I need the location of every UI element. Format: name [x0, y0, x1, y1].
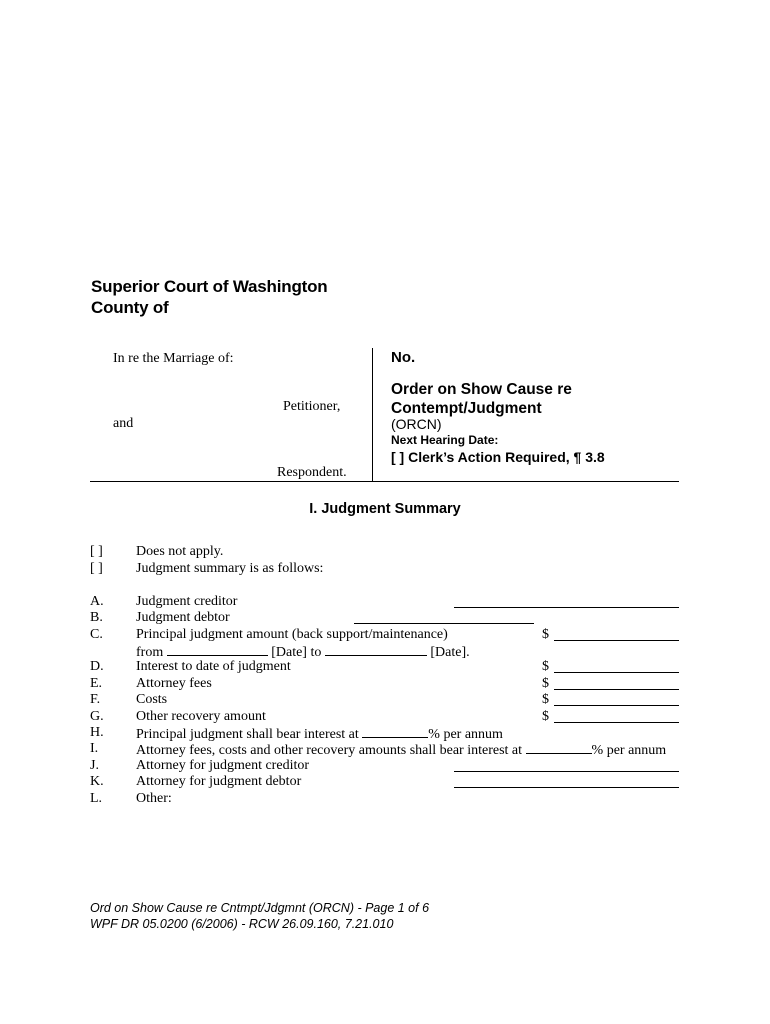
item-f-label: Costs — [136, 692, 168, 707]
item-d-key: D. — [90, 659, 104, 674]
caption-divider — [372, 348, 373, 482]
next-hearing-date-label: Next Hearing Date: — [391, 433, 499, 447]
item-c-key: C. — [90, 627, 103, 642]
item-l-label: Other: — [136, 791, 172, 806]
item-h-suffix: % per annum — [428, 727, 503, 742]
does-not-apply-label: Does not apply. — [136, 544, 224, 559]
judgment-debtor-field[interactable] — [354, 623, 534, 624]
item-g-label: Other recovery amount — [136, 709, 266, 724]
item-b-key: B. — [90, 610, 103, 625]
other-recovery-field[interactable] — [554, 722, 679, 723]
judgment-summary-heading: I. Judgment Summary — [309, 501, 461, 517]
date-to-label: [Date] to — [271, 645, 322, 660]
caption-bottom-rule — [90, 481, 679, 482]
item-j-key: J. — [90, 758, 99, 773]
clerk-action-checkbox[interactable]: [ ] Clerk’s Action Required, ¶ 3.8 — [391, 449, 605, 465]
item-c-dollar: $ — [542, 627, 549, 642]
item-l-key: L. — [90, 791, 103, 806]
item-i-text — [136, 741, 666, 759]
item-f-dollar: $ — [542, 692, 549, 707]
item-d-dollar: $ — [542, 659, 549, 674]
principal-amount-field[interactable] — [554, 640, 679, 641]
item-h-label: Principal judgment shall bear interest at — [136, 727, 359, 742]
item-a-key: A. — [90, 594, 104, 609]
item-e-key: E. — [90, 676, 103, 691]
item-d-label: Interest to date of judgment — [136, 659, 291, 674]
case-number-label: No. — [391, 349, 416, 366]
footer-line1: Ord on Show Cause re Cntmpt/Jdgmnt (ORCN) - Page 1 of 6 — [90, 901, 430, 915]
debtor-attorney-field[interactable] — [454, 787, 679, 788]
document-title — [391, 380, 572, 418]
item-e-label: Attorney fees — [136, 676, 212, 691]
fees-interest-rate-field[interactable] — [526, 741, 592, 754]
item-i-key: I. — [90, 741, 99, 756]
court-title — [91, 276, 327, 318]
item-k-label: Attorney for judgment debtor — [136, 774, 302, 789]
summary-follows-checkbox[interactable]: [ ] — [90, 561, 103, 576]
item-k-key: K. — [90, 774, 104, 789]
court-title-line1: Superior Court of Washington — [91, 277, 328, 296]
item-i-suffix: % per annum — [591, 743, 667, 758]
to-date-field[interactable] — [325, 643, 427, 656]
item-c-label: Principal judgment amount (back support/maintenance) — [136, 627, 448, 642]
item-e-dollar: $ — [542, 676, 549, 691]
item-g-key: G. — [90, 709, 104, 724]
section-heading — [0, 501, 770, 517]
interest-field[interactable] — [554, 672, 679, 673]
item-f-key: F. — [90, 692, 101, 707]
item-a-label: Judgment creditor — [136, 594, 238, 609]
document-title-line2: Contempt/Judgment — [391, 400, 542, 417]
footer-line2: WPF DR 05.0200 (6/2006) - RCW 26.09.160, 7.21.010 — [90, 917, 394, 931]
document-title-line1: Order on Show Cause re — [391, 381, 572, 398]
judgment-creditor-field[interactable] — [454, 607, 679, 608]
item-g-dollar: $ — [542, 709, 549, 724]
from-date-field[interactable] — [167, 643, 268, 656]
court-county-line: County of — [91, 298, 169, 317]
does-not-apply-checkbox[interactable]: [ ] — [90, 544, 103, 559]
in-re-label: In re the Marriage of: — [113, 351, 234, 366]
item-h-key: H. — [90, 725, 104, 740]
date-end-label: [Date]. — [430, 645, 470, 660]
item-i-label: Attorney fees, costs and other recovery amounts shall bear interest at — [136, 743, 523, 758]
creditor-attorney-field[interactable] — [454, 771, 679, 772]
costs-field[interactable] — [554, 705, 679, 706]
petitioner-label: Petitioner, — [283, 399, 341, 414]
page-footer — [90, 900, 429, 932]
from-label: from — [136, 645, 164, 660]
attorney-fees-field[interactable] — [554, 689, 679, 690]
item-j-label: Attorney for judgment creditor — [136, 758, 310, 773]
respondent-label: Respondent. — [277, 465, 347, 480]
summary-follows-label: Judgment summary is as follows: — [136, 561, 324, 576]
principal-interest-rate-field[interactable] — [362, 725, 428, 738]
form-code: (ORCN) — [391, 416, 442, 432]
and-label: and — [113, 416, 134, 431]
item-b-label: Judgment debtor — [136, 610, 230, 625]
